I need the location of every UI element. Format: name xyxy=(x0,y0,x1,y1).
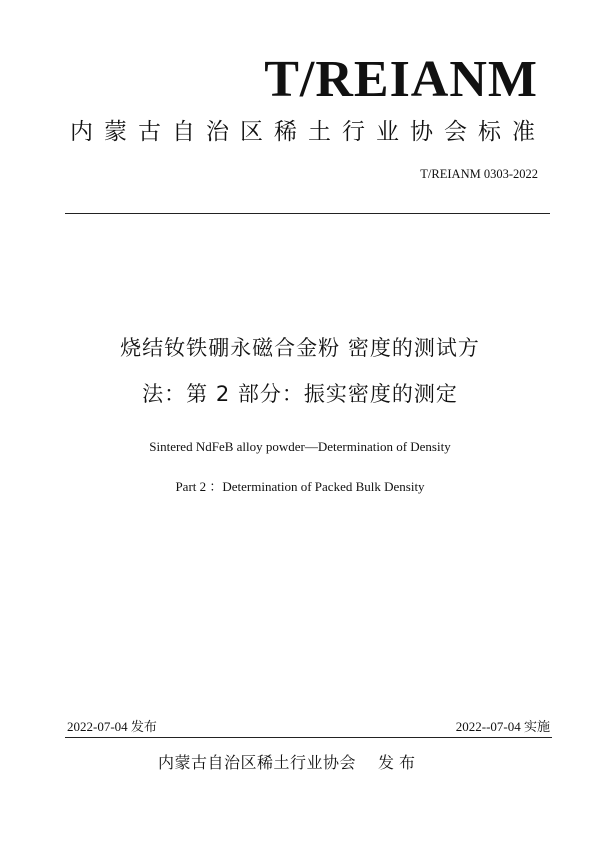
issue-date: 2022-07-04 发布 xyxy=(67,719,157,734)
publish-label: 发布 xyxy=(378,753,421,772)
publisher-name: 内蒙古自治区稀土行业协会 xyxy=(158,753,357,772)
chinese-title-line-2: 法：第 2 部分：振实密度的测定 xyxy=(142,382,458,406)
standard-number: T/REIANM 0303-2022 xyxy=(420,167,538,181)
footer-divider xyxy=(65,737,552,738)
standard-type-title: 内蒙古自治区稀土行业协会标准 xyxy=(70,119,546,145)
implementation-date: 2022--07-04 实施 xyxy=(455,719,550,734)
chinese-title-line-1: 烧结钕铁硼永磁合金粉 密度的测试方 xyxy=(120,336,480,360)
organization-code: T/REIANM xyxy=(264,51,538,108)
header-divider xyxy=(65,213,550,214)
publisher-line xyxy=(158,752,420,774)
english-title-line-2: Part 2 ：Determination of Packed Bulk Density xyxy=(175,479,425,494)
english-title-line-1: Sintered NdFeB alloy powder—Determination of Density xyxy=(149,439,451,454)
